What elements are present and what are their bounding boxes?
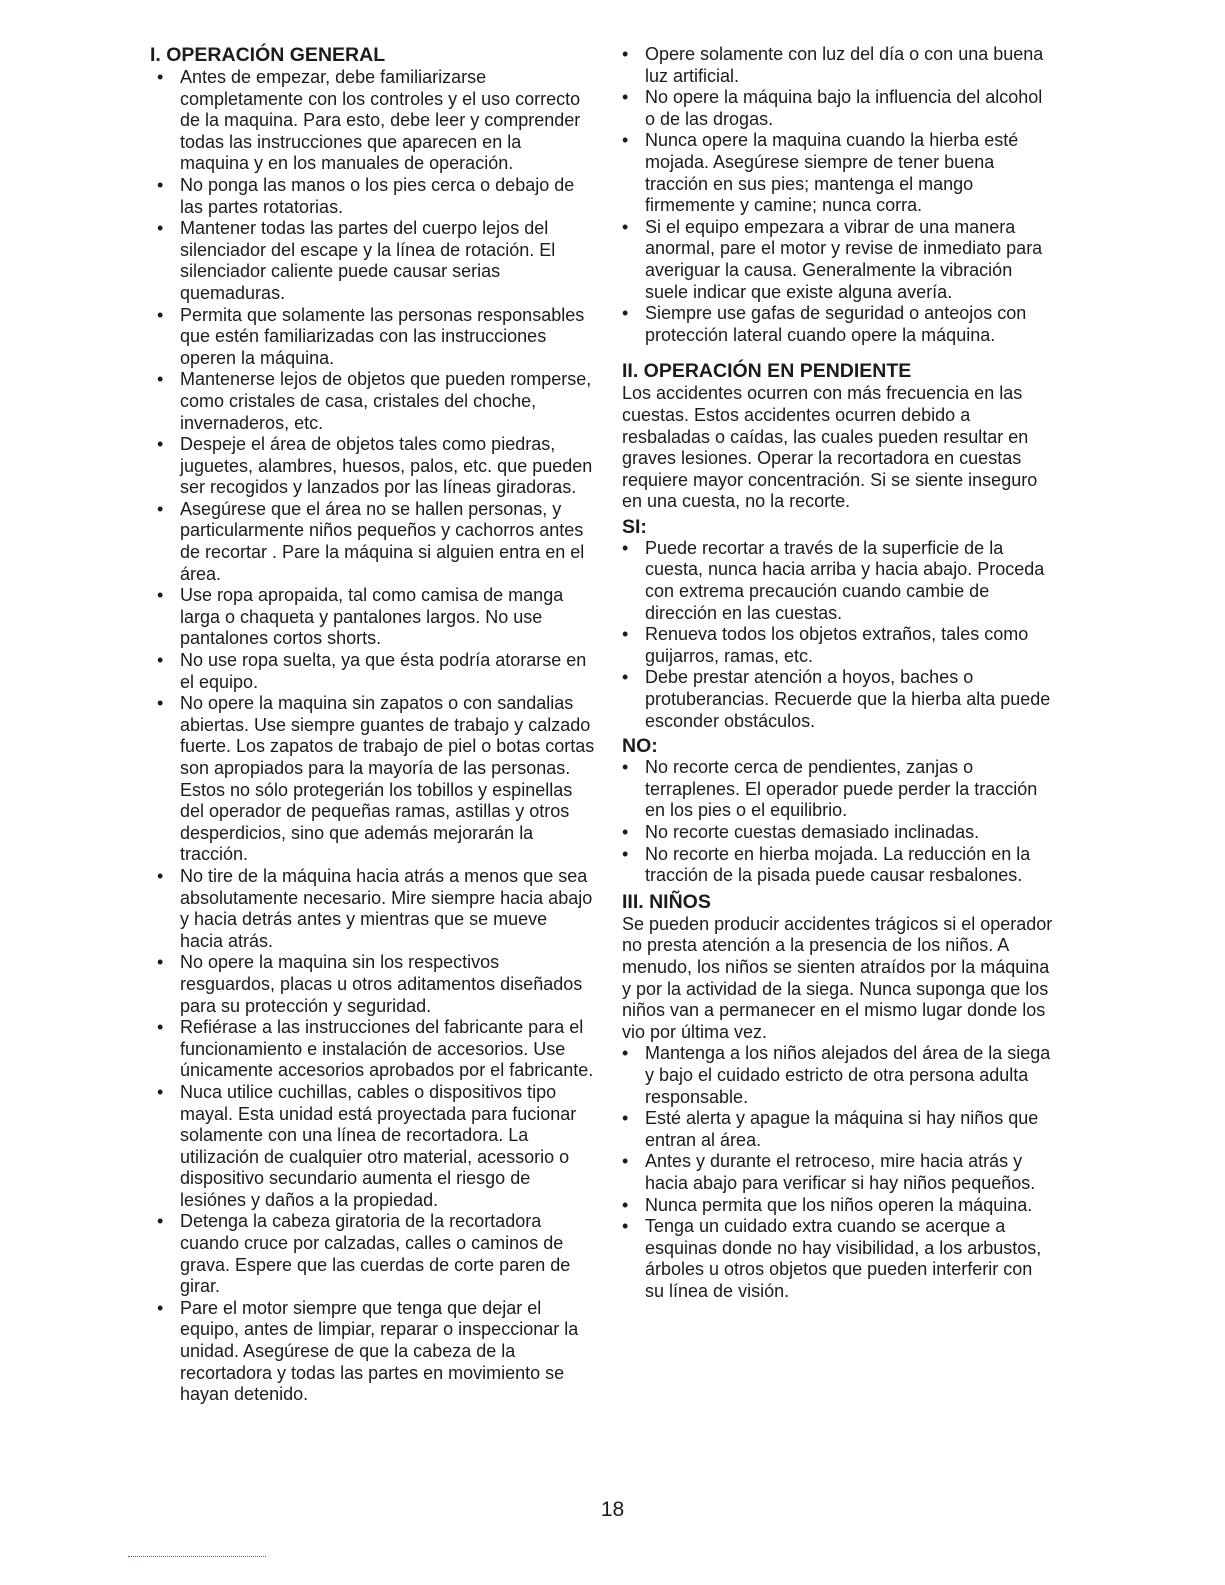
children-intro-paragraph: Se pueden producir accidentes trágicos si el operador no presta atención a la presencia de los niños. A menudo, los niños se sienten atraídos por la máquina y por la actividad de la siega. Nunca suponga que los niños van a permanecer en el mismo lugar donde los vio por última vez. [622,913,1053,1042]
bullet-icon: • [157,304,164,325]
list-item [622,217,1054,303]
list-item [622,1216,1054,1302]
bullet-icon: • [157,693,164,714]
list-item [150,952,595,1017]
list-item-text: Mantenga a los niños alejados del área de la siega y bajo el cuidado estricto de otra persona adulta responsable. [645,1043,1051,1107]
list-item-text: Despeje el área de objetos tales como piedras, juguetes, alambres, huesos, palos, etc. que pueden ser recogidos y lanzados por las líneas giradoras. [180,434,593,498]
list-item [150,585,595,650]
list-item-text: Refiérase a las instrucciones del fabricante para el funcionamiento e instalación de accesorios. Use únicamente accesorios aprobados por el fabricante. [180,1017,594,1081]
list-item [150,218,595,304]
bullet-icon: • [622,667,629,688]
list-item [622,1195,1054,1217]
list-item-text: Siempre use gafas de seguridad o anteojos con protección lateral cuando opere la máquina. [645,303,1027,345]
bullet-icon: • [157,369,164,390]
bullet-icon: • [157,1211,164,1232]
bullet-icon: • [157,67,164,87]
bullet-icon: • [622,303,629,324]
list-item [622,667,1054,732]
slope-intro-paragraph: Los accidentes ocurren con más frecuencia en las cuestas. Estos accidentes ocurren debido a resbaladas o caídas, las cuales pueden resultar en graves lesiones. Operar la recortadora en cuestas requiere mayor concentración. Si se siente inseguro en una cuesta, no la recorte. [622,383,1038,512]
bullet-icon: • [157,865,164,886]
list-item [150,866,595,952]
list-item [622,130,1054,216]
bullet-icon: • [622,44,629,64]
section-heading-slope-operation: II. OPERACIÓN EN PENDIENTE [622,360,912,383]
list-item [150,434,595,499]
list-item [150,1082,595,1212]
bullet-icon: • [157,498,164,519]
right-column [622,44,1054,1302]
bullet-icon: • [157,650,164,671]
list-item-text: Detenga la cabeza giratoria de la recortadora cuando cruce por calzadas, calles o caminos de grava. Espere que las cuerdas de corte paren de girar. [180,1211,571,1297]
list-item-text: Si el equipo empezara a vibrar de una manera anormal, pare el motor y revise de inmediato para averiguar la causa. Generalmente la vibración suele indicar que existe alguna avería. [645,216,1043,302]
bullet-icon: • [157,952,164,973]
section-heading-children: III. NIÑOS [622,890,711,913]
list-item [622,822,1054,844]
section-heading-general-operation: I. OPERACIÓN GENERAL [150,44,386,66]
bullet-icon: • [622,130,629,151]
list-item [150,1298,595,1406]
bullet-icon: • [157,174,164,195]
list-item [150,369,595,434]
list-item-text: Asegúrese que el área no se hallen personas, y particularmente niños pequeños y cachorros antes de recortar . Pare la máquina si alguien entra en el área. [180,498,585,584]
list-item [622,1108,1054,1151]
page-number: 18 [600,1498,625,1521]
bullet-icon: • [622,1151,629,1172]
bullet-icon: • [622,1216,629,1237]
list-item [622,87,1054,130]
bullet-icon: • [157,1017,164,1038]
list-item [150,67,595,175]
list-item [150,175,595,218]
left-column [150,44,595,1406]
list-item-text: No recorte en hierba mojada. La reducción en la tracción de la pisada puede causar resbalones. [645,843,1031,886]
list-item-text: Renueva todos los objetos extraños, tales como guijarros, ramas, etc. [645,624,1029,666]
list-item-text: Esté alerta y apague la máquina si hay niños que entran al área. [645,1108,1039,1150]
list-item-text: Pare el motor siempre que tenga que dejar el equipo, antes de limpiar, reparar o inspeccionar la unidad. Asegúrese de que la cabeza de la recortadora y todas las partes en movimiento se hayan detenido. [180,1297,579,1405]
list-item-text: No recorte cuestas demasiado inclinadas. [645,822,980,842]
list-item [622,303,1054,346]
footer-dotted-line [128,1556,266,1557]
list-item [622,1151,1054,1194]
bullet-icon: • [622,757,629,778]
list-item-text: Tenga un cuidado extra cuando se acerque a esquinas donde no hay visibilidad, a los arbustos, árboles u otros objetos que pueden interferir con su línea de visión. [645,1216,1042,1301]
list-item [622,624,1054,667]
general-operation-list-continued [622,44,1054,346]
bullet-icon: • [622,624,629,645]
list-item-text: Puede recortar a través de la superficie de la cuesta, nunca hacia arriba y hacia abajo. Proceda con extrema precaución cuando cambie de dirección en las cuestas. [645,537,1045,623]
list-item-text: Antes y durante el retroceso, mire hacia atrás y hacia abajo para verificar si hay niños pequeños. [645,1151,1036,1193]
list-item-text: No recorte cerca de pendientes, zanjas o terraplenes. El operador puede perder la tracción en los pies o el equilibrio. [645,757,1038,821]
list-item-text: Nunca opere la maquina cuando la hierba esté mojada. Asegúrese siempre de tener buena tracción en sus pies; mantenga el mango firmemente y camine; nunca corra. [645,130,1019,216]
list-item-text: Nuca utilice cuchillas, cables o dispositivos tipo mayal. Esta unidad está proyectada para fucionar solamente con una línea de recortadora. La utilización de cualquier otro material, acessorio o dispositivo secundario aumenta el riesgo de lesiónes y daños a la propiedad. [180,1081,577,1210]
list-item [622,538,1054,624]
list-item-text: Use ropa apropaida, tal como camisa de manga larga o chaqueta y pantalones largos. No use pantalones cortos shorts. [180,585,564,649]
list-item [150,1017,595,1082]
bullet-icon: • [622,1108,629,1129]
no-label: NO: [622,735,658,758]
list-item-text: No tire de la máquina hacia atrás a menos que sea absolutamente necesario. Mire siempre hacia abajo y hacia detrás antes y mientras que se mueve hacia atrás. [180,865,593,951]
bullet-icon: • [157,585,164,606]
bullet-icon: • [622,216,629,237]
list-item [150,1211,595,1297]
list-item-text: Antes de empezar, debe familiarizarse completamente con los controles y el uso correcto de la maquina. Para esto, debe leer y comprender todas las instrucciones que aparecen en la maquina y en los manuales de operación. [180,67,581,174]
list-item [150,305,595,370]
list-item-text: No ponga las manos o los pies cerca o debajo de las partes rotatorias. [180,174,575,217]
bullet-icon: • [157,434,164,455]
list-item [150,650,595,693]
list-item [622,757,1054,822]
list-item-text: No opere la máquina bajo la influencia del alcohol o de las drogas. [645,87,1043,129]
bullet-icon: • [157,218,164,239]
list-item [622,844,1054,887]
list-item-text: Opere solamente con luz del día o con una buena luz artificial. [645,44,1044,86]
list-item-text: No opere la maquina sin los respectivos resguardos, placas u otros aditamentos diseñados para su protección y seguridad. [180,952,583,1016]
bullet-icon: • [622,843,629,864]
bullet-icon: • [622,822,629,842]
list-item-text: No use ropa suelta, ya que ésta podría atorarse en el equipo. [180,650,587,692]
bullet-icon: • [622,1194,629,1215]
list-item-text: Permita que solamente las personas responsables que estén familiarizadas con las instrucciones operen la máquina. [180,304,585,368]
bullet-icon: • [622,87,629,108]
si-label: SI: [622,515,647,538]
bullet-icon: • [157,1297,164,1318]
list-item-text: Mantenerse lejos de objetos que pueden romperse, como cristales de casa, cristales del choche, invernaderos, etc. [180,369,592,433]
list-item [622,1043,1054,1108]
si-list [622,538,1054,732]
bullet-icon: • [622,1043,629,1064]
children-list [622,1043,1054,1302]
list-item-text: Debe prestar atención a hoyos, baches o protuberancias. Recuerde que la hierba alta puede esconder obstáculos. [645,667,1051,731]
list-item-text: Nunca permita que los niños operen la máquina. [645,1194,1033,1215]
no-list [622,757,1054,887]
list-item [150,693,595,866]
bullet-icon: • [157,1081,164,1102]
list-item-text: Mantener todas las partes del cuerpo lejos del silenciador del escape y la línea de rotación. El silenciador caliente puede causar serias quemaduras. [180,218,556,303]
general-operation-list [150,67,595,1406]
list-item [622,44,1054,87]
bullet-icon: • [622,537,629,558]
list-item [150,499,595,585]
list-item-text: No opere la maquina sin zapatos o con sandalias abiertas. Use siempre guantes de trabajo y calzado fuerte. Los zapatos de trabajo de piel o botas cortas son apropiados para la mayoría de las personas. Estos no sólo protegerián los tobillos y espinellas del operador de pequeñas ramas, astillas y otros desperdicios, sino que además mejorarán la tracción. [180,693,595,865]
